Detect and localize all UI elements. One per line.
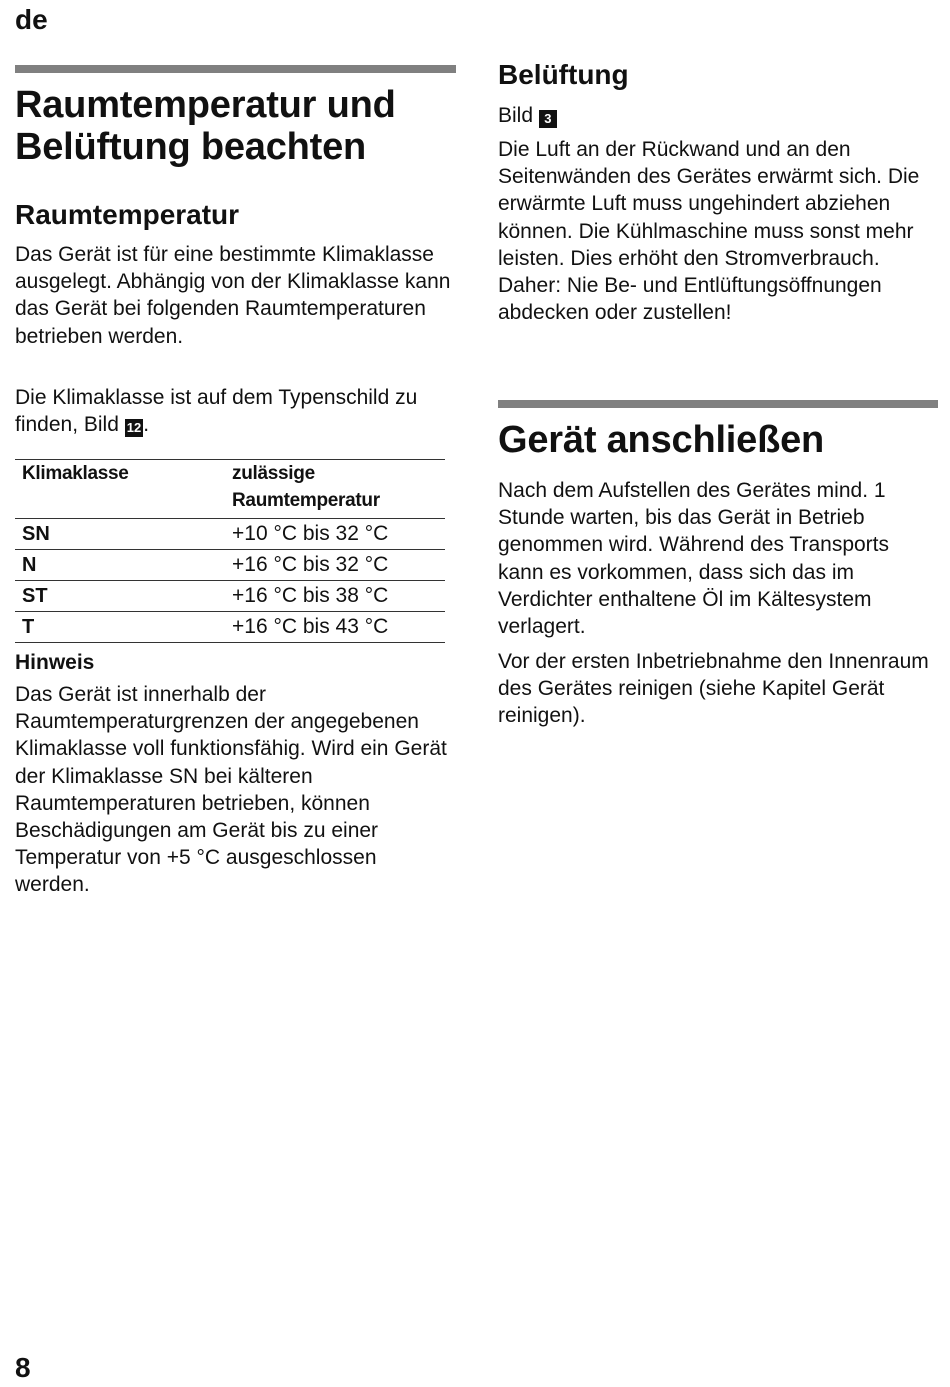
column-header-temperature-line1: zulässige <box>232 463 315 484</box>
temperature-range-cell: +16 °C bis 38 °C <box>225 581 445 612</box>
page-title-line2: Belüftung beachten <box>15 126 367 168</box>
connect-title: Gerät anschließen <box>498 419 825 461</box>
temperature-range-cell: +10 °C bis 32 °C <box>225 519 445 550</box>
section-rule-left <box>15 65 456 73</box>
note-heading: Hinweis <box>15 651 95 674</box>
room-temperature-heading: Raumtemperatur <box>15 199 240 230</box>
table-row <box>15 581 445 612</box>
ventilation-heading: Belüftung <box>498 59 629 90</box>
note-paragraph: Das Gerät ist innerhalb der Raumtemperaturgrenzen der angegebenen Klimaklasse voll funktionsfähig. Wird ein Gerät der Klimaklasse SN bei kälteren Raumtemperaturen betrieben, können Beschädigungen am Gerät bis zu einer Temperatur von +5 °C ausgeschlossen werden. <box>15 683 447 897</box>
climate-class-cell: T <box>15 612 225 643</box>
table-row <box>15 550 445 581</box>
type-plate-text: Die Klimaklasse ist auf dem Typenschild zu finden, Bild <box>15 386 418 437</box>
page-title-line1: Raumtemperatur und <box>15 84 396 126</box>
page-title <box>15 84 455 168</box>
column-header-temperature-line2: Raumtemperatur <box>232 490 380 511</box>
climate-class-cell: SN <box>15 519 225 550</box>
climate-class-paragraph: Das Gerät ist für eine bestimmte Klimaklasse ausgelegt. Abhängig von der Klimaklasse kann das Gerät bei folgenden Raumtemperaturen betrieben werden. <box>15 243 451 348</box>
climate-class-cell: N <box>15 550 225 581</box>
type-plate-end: . <box>143 413 150 437</box>
table-header-row <box>15 460 445 519</box>
climate-class-cell: ST <box>15 581 225 612</box>
ventilation-figure-line <box>498 102 557 129</box>
type-plate-paragraph <box>15 384 455 438</box>
figure-reference-badge: 3 <box>539 110 557 128</box>
temperature-range-cell: +16 °C bis 43 °C <box>225 612 445 643</box>
section-rule-right <box>498 400 938 408</box>
connect-paragraph-2: Vor der ersten Inbetriebnahme den Innenraum des Gerätes reinigen (siehe Kapitel Gerät reinigen). <box>498 650 929 728</box>
ventilation-paragraph: Die Luft an der Rückwand und an den Seitenwänden des Gerätes erwärmt sich. Die erwärmte Luft muss ungehindert abziehen können. Die Kühlmaschine muss sonst mehr leisten. Dies erhöht den Stromverbrauch. Daher: Nie Be- und Entlüftungsöffnungen abdecken oder zustellen! <box>498 138 920 325</box>
language-label: de <box>15 4 48 35</box>
page-number: 8 <box>15 1352 31 1383</box>
column-header-temperature <box>225 460 445 519</box>
column-header-class: Klimaklasse <box>15 460 225 519</box>
table-row <box>15 519 445 550</box>
connect-paragraph-1: Nach dem Aufstellen des Gerätes mind. 1 Stunde warten, bis das Gerät in Betrieb genommen wird. Während des Transports kann es vorkommen, dass sich das im Verdichter enthaltene Öl im Kältesystem verlagert. <box>498 479 890 639</box>
table-row <box>15 612 445 643</box>
temperature-range-cell: +16 °C bis 32 °C <box>225 550 445 581</box>
figure-reference-badge: 12 <box>126 420 142 436</box>
ventilation-bild-label: Bild <box>498 104 539 127</box>
climate-class-table <box>15 459 445 643</box>
